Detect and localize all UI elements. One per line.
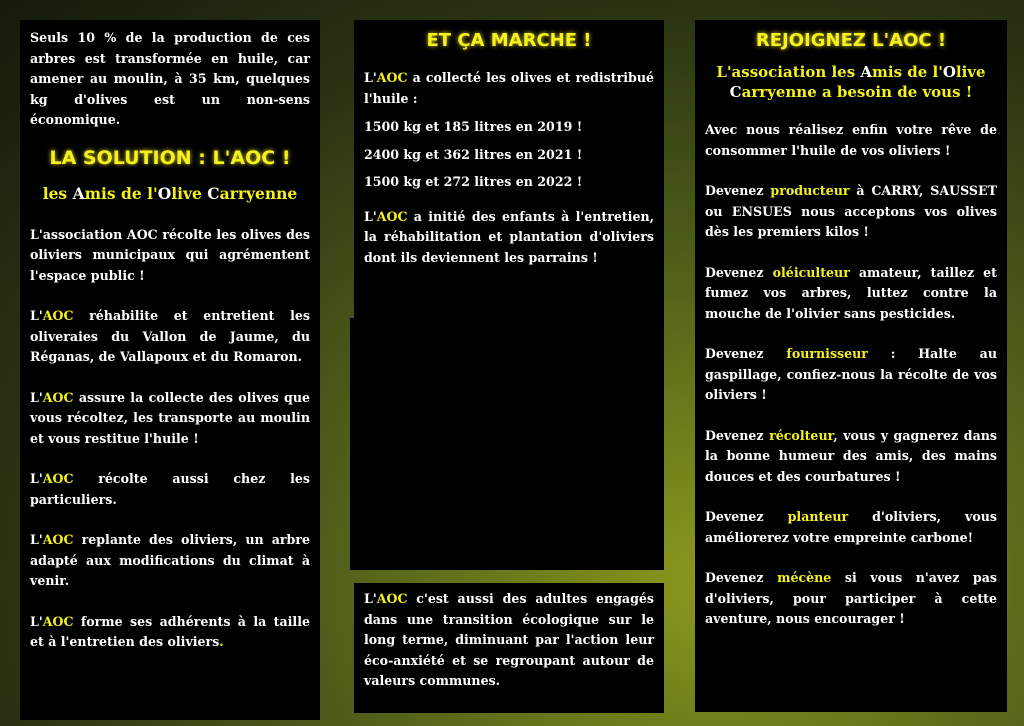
- role-item: Devenez mécène si vous n'avez pas d'oliviers, pour participer à cette aventure, nous encourager !: [705, 570, 997, 626]
- stat-line: 1500 kg et 272 litres en 2022 !: [364, 174, 583, 189]
- aoc-item: L'AOC réhabilite et entretient les oliveraies du Vallon de Jaume, du Réganas, de Vallapoux et du Romaron.: [30, 308, 310, 364]
- right-panel: [695, 20, 1007, 712]
- adults-text: L'AOC c'est aussi des adultes engagés dans une transition écologique sur le long terme, diminuant par l'action leur éco-anxiété et se regroupant autour de valeurs communes.: [364, 591, 654, 688]
- left-panel: [20, 20, 320, 720]
- aoc-item: L'AOC assure la collecte des olives que vous récoltez, les transporte au moulin et vous restitue l'huile !: [30, 389, 310, 446]
- role-item: Devenez producteur à CARRY, SAUSSET ou ENSUES nous acceptons vos olives dès les premiers kilos !: [705, 183, 997, 239]
- association-text: L'association AOC récolte les olives des oliviers municipaux qui agrémentent l'espace public !: [30, 226, 310, 283]
- middle-title: ET ÇA MARCHE !: [426, 30, 592, 51]
- join-intro: Avec nous réalisez enfin votre rêve de consommer l'huile de vos oliviers !: [705, 122, 997, 158]
- role-item: Devenez fournisseur : Halte au gaspillage, confiez-nous la récolte de vos oliviers !: [705, 346, 998, 402]
- aoc-item: L'AOC récolte aussi chez les particuliers.: [30, 471, 311, 507]
- appeal-text: L'association les Amis de l'Olive Carryenne a besoin de vous !: [716, 63, 986, 101]
- middle-panel-top: [354, 20, 664, 320]
- role-item: Devenez récolteur, vous y gagnerez dans la bonne humeur des amis, des mains douces et des courbatures !: [705, 427, 997, 484]
- aoc-item: L'AOC replante des oliviers, un arbre adapté aux modifications du climat à venir.: [30, 532, 310, 588]
- solution-title: LA SOLUTION : L'AOC !: [49, 146, 291, 169]
- image-placeholder: [350, 318, 664, 570]
- aoc-item: L'AOC forme ses adhérents à la taille et à l'entretien des oliviers.: [30, 613, 310, 649]
- intro-text: Seuls 10 % de la production de ces arbres est transformée en huile, car amener au moulin, à 35 km, quelques kg d'olives est un non-sens économique.: [30, 30, 310, 127]
- right-title: REJOIGNEZ L'AOC !: [755, 30, 947, 51]
- stat-line: 1500 kg et 185 litres en 2019 !: [364, 119, 583, 134]
- role-item: Devenez oléiculteur amateur, taillez et fumez vos arbres, luttez contre la mouche de l'olivier sans pesticides.: [705, 264, 997, 321]
- middle-panel-bottom: [354, 583, 664, 713]
- role-item: Devenez planteur d'oliviers, vous améliorerez votre empreinte carbone!: [705, 509, 997, 545]
- children-text: L'AOC a initié des enfants à l'entretien, la réhabilitation et plantation d'oliviers dont ils deviennent les parrains !: [364, 208, 655, 265]
- collect-text: L'AOC a collecté les olives et redistribué l'huile :: [364, 70, 654, 106]
- stat-line: 2400 kg et 362 litres en 2021 !: [364, 146, 583, 162]
- left-subtitle: les Amis de l'Olive Carryenne: [42, 183, 298, 203]
